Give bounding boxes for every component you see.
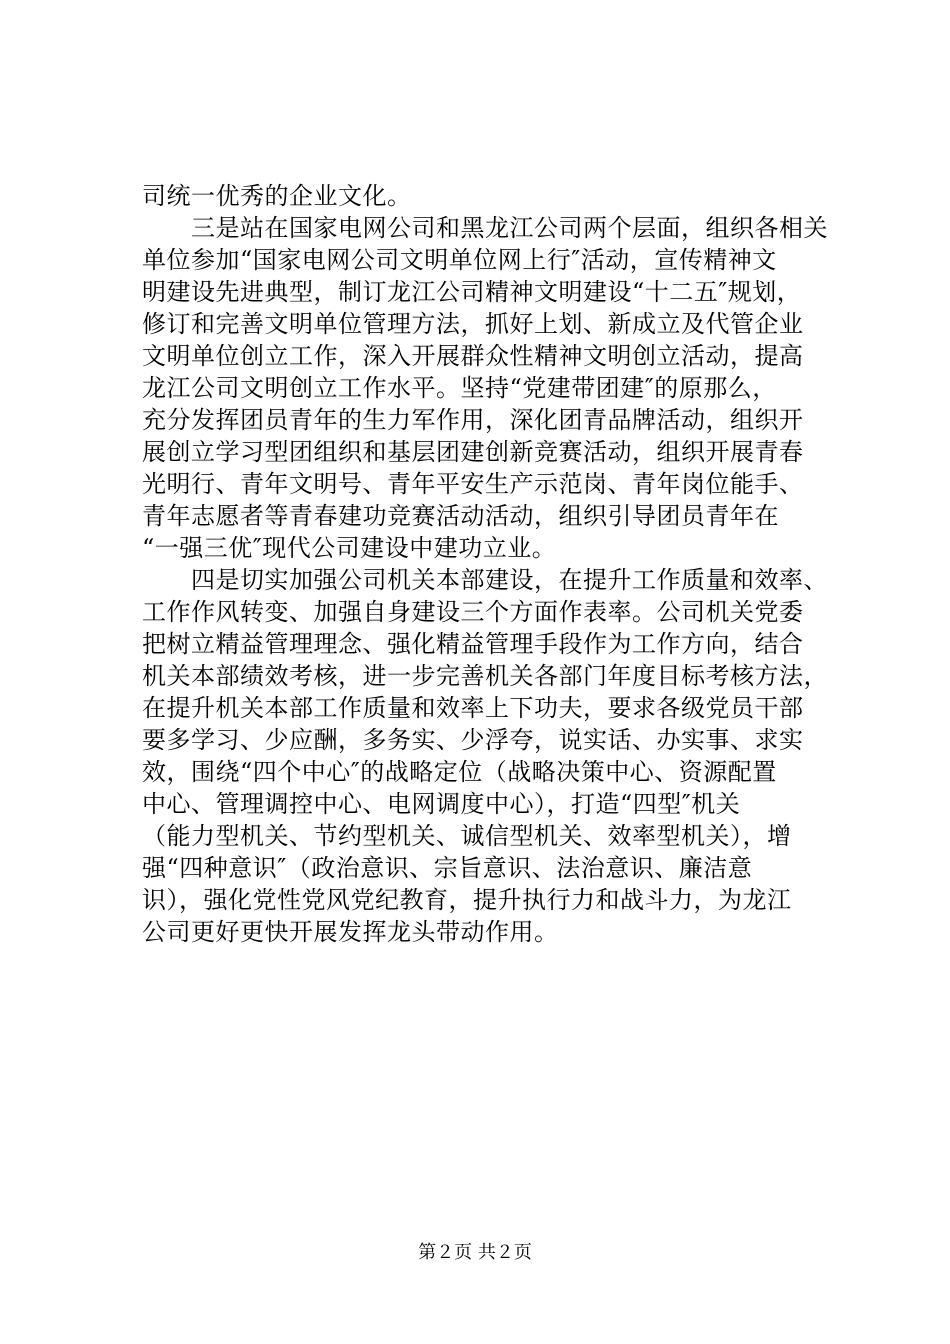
body-text-line: 机关本部绩效考核，进一步完善机关各部门年度目标考核方法， bbox=[142, 662, 828, 690]
body-text-line: 三是站在国家电网公司和黑龙江公司两个层面，组织各相关 bbox=[142, 214, 828, 242]
body-text-line: 单位参加“国家电网公司文明单位网上行″活动，宣传精神文 bbox=[142, 246, 777, 274]
body-text-line: 要多学习、少应酬，多务实、少浮夸，说实话、办实事、求实 bbox=[142, 726, 804, 754]
body-text-line: 工作作风转变、加强自身建设三个方面作表率。公司机关党委 bbox=[142, 598, 804, 626]
body-text-line: 强“四种意识″（政治意识、宗旨意识、法治意识、廉洁意 bbox=[142, 854, 753, 882]
body-text-line: 司统一优秀的企业文化。 bbox=[142, 182, 412, 210]
body-text-line: 效，围绕“四个中心″的战略定位（战略决策中心、资源配置 bbox=[142, 758, 777, 786]
page-number-footer: 第２页 共２页 bbox=[418, 1242, 532, 1263]
body-text-line: 文明单位创立工作，深入开展群众性精神文明创立活动，提高 bbox=[142, 342, 804, 370]
body-text-line: 识），强化党性党风党纪教育，提升执行力和战斗力，为龙江 bbox=[142, 886, 792, 914]
body-text-line: “一强三优″现代公司建设中建功立业。 bbox=[142, 534, 557, 562]
body-text-line: 把树立精益管理理念、强化精益管理手段作为工作方向，结合 bbox=[142, 630, 804, 658]
body-text-line: 公司更好更快开展发挥龙头带动作用。 bbox=[142, 918, 559, 946]
body-text-line: 龙江公司文明创立工作水平。坚持“党建带团建″的原那么， bbox=[142, 374, 777, 402]
body-text-line: 充分发挥团员青年的生力军作用，深化团青品牌活动，组织开 bbox=[142, 406, 804, 434]
body-text-line: 明建设先进典型，制订龙江公司精神文明建设“十二五″规划， bbox=[142, 278, 802, 306]
body-text-line: 展创立学习型团组织和基层团建创新竞赛活动，组织开展青春 bbox=[142, 438, 804, 466]
body-text-line: 在提升机关本部工作质量和效率上下功夫，要求各级党员干部 bbox=[142, 694, 804, 722]
body-text-line: 四是切实加强公司机关本部建设，在提升工作质量和效率、 bbox=[142, 566, 828, 594]
body-text-line: 中心、管理调控中心、电网调度中心），打造“四型″机关 bbox=[142, 790, 741, 818]
body-text-line: （能力型机关、节约型机关、诚信型机关、效率型机关），增 bbox=[142, 822, 792, 850]
body-text-line: 修订和完善文明单位管理方法，抓好上划、新成立及代管企业 bbox=[142, 310, 804, 338]
body-text-line: 光明行、青年文明号、青年平安生产示范岗、青年岗位能手、 bbox=[142, 470, 804, 498]
body-text-line: 青年志愿者等青春建功竞赛活动活动，组织引导团员青年在 bbox=[142, 502, 779, 530]
